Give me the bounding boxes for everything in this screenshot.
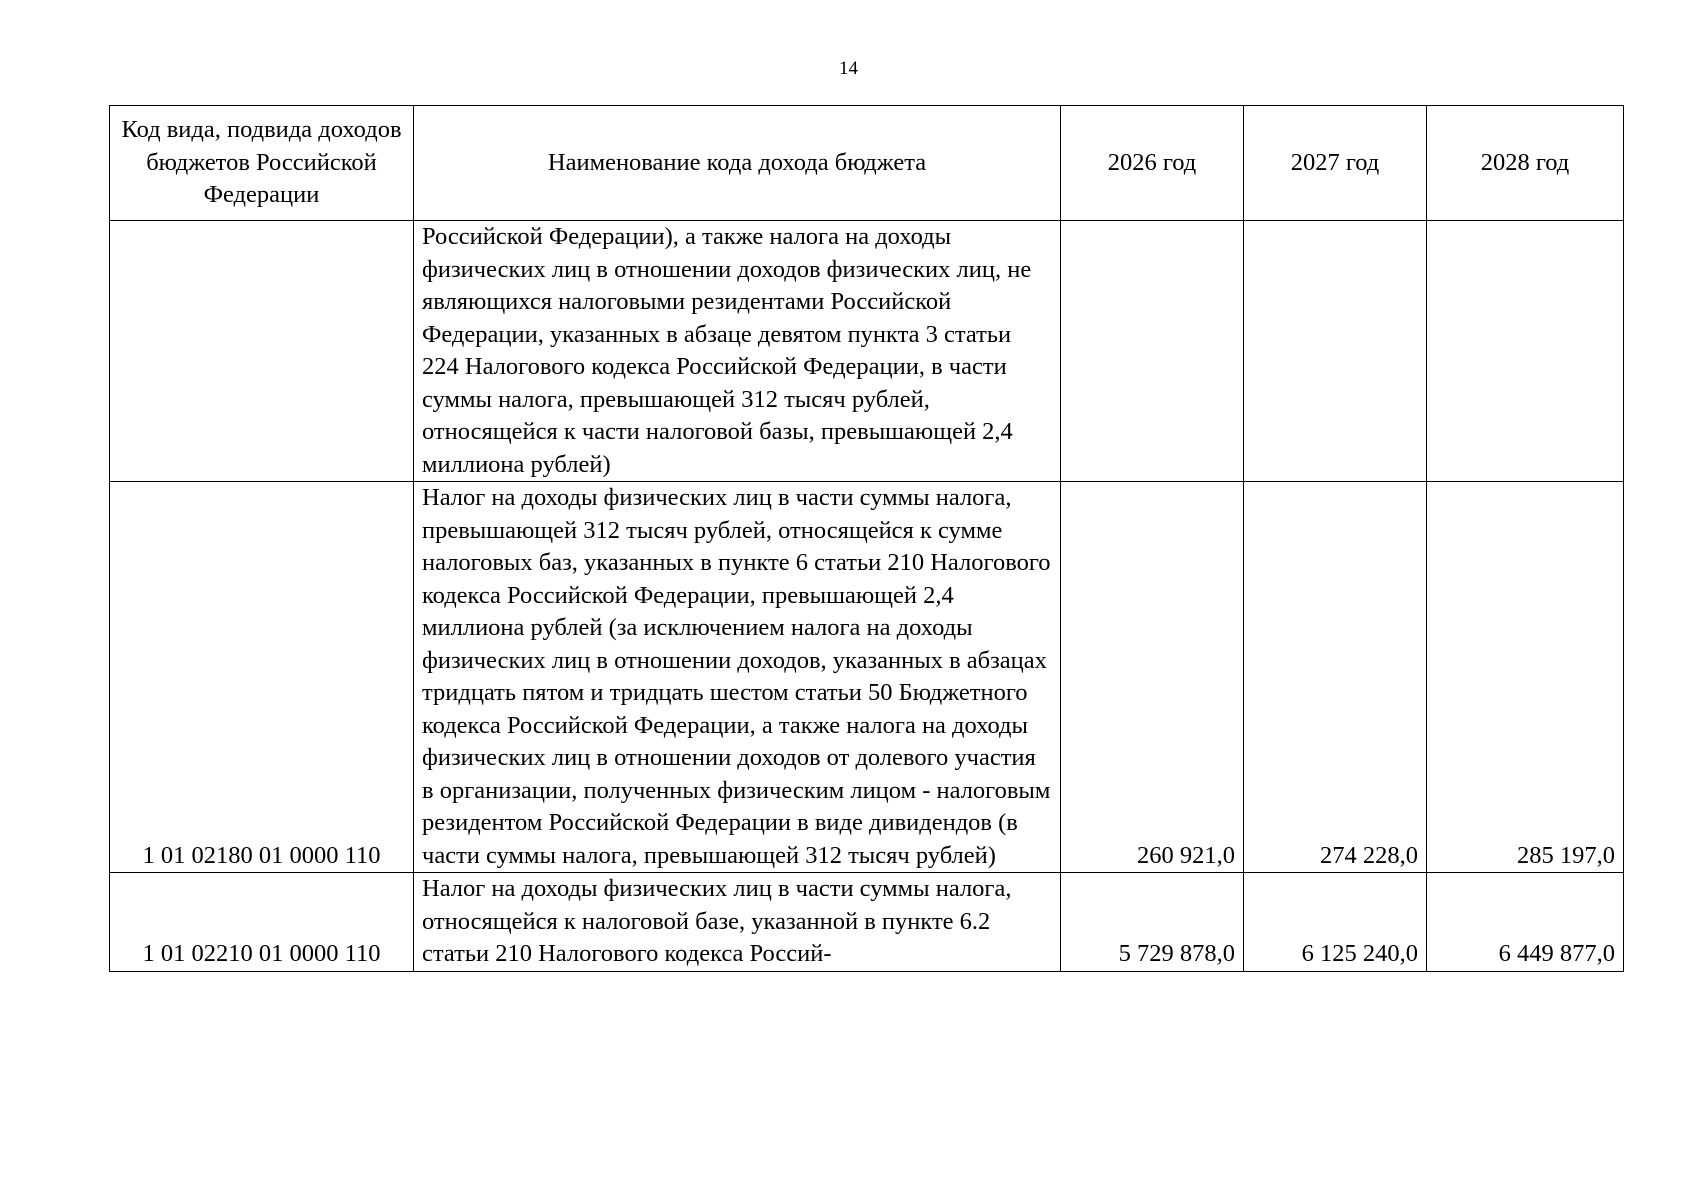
cell-2026: 260 921,0: [1061, 482, 1244, 873]
cell-2027: 274 228,0: [1244, 482, 1427, 873]
cell-name: Российской Федерации), а также налога на доходы физических лиц в отношении доходов физических лиц, не являющихся налоговыми резидентами Российской Федерации, указанных в абзаце девятом пункта 3 статьи 224 Налогового кодекса Российской Федерации, в части суммы налога, превышающей 312 тысяч рублей, относящейся к части налоговой базы, превышающей 2,4 миллиона рублей): [414, 221, 1061, 482]
cell-name: Налог на доходы физических лиц в части суммы налога, относящейся к налоговой базе, указанной в пункте 6.2 статьи 210 Налогового кодекса Россий-: [414, 873, 1061, 972]
cell-2027: [1244, 221, 1427, 482]
header-name: Наименование кода дохода бюджета: [414, 106, 1061, 221]
cell-2026: 5 729 878,0: [1061, 873, 1244, 972]
header-code: Код вида, подвида доходов бюджетов Российской Федерации: [110, 106, 414, 221]
cell-2027: 6 125 240,0: [1244, 873, 1427, 972]
cell-name: Налог на доходы физических лиц в части суммы налога, превышающей 312 тысяч рублей, относящейся к сумме налоговых баз, указанных в пункте 6 статьи 210 Налогового кодекса Российской Федерации, превышающей 2,4 миллиона рублей (за исключением налога на доходы физических лиц в отношении доходов, указанных в абзацах тридцать пятом и тридцать шестом статьи 50 Бюджетного кодекса Российской Федерации, а также налога на доходы физических лиц в отношении доходов от долевого участия в организации, полученных физическим лицом - налоговым резидентом Российской Федерации в виде дивидендов (в части суммы налога, превышающей 312 тысяч рублей): [414, 482, 1061, 873]
table-body: [110, 221, 1624, 972]
table-row: [110, 221, 1624, 482]
table-row: [110, 873, 1624, 972]
cell-code: [110, 221, 414, 482]
table-header: [110, 106, 1624, 221]
header-2028: 2028 год: [1427, 106, 1624, 221]
header-2027: 2027 год: [1244, 106, 1427, 221]
header-2026: 2026 год: [1061, 106, 1244, 221]
cell-2028: 6 449 877,0: [1427, 873, 1624, 972]
cell-2028: [1427, 221, 1624, 482]
cell-2026: [1061, 221, 1244, 482]
page-number: 14: [839, 58, 858, 79]
cell-code: 1 01 02210 01 0000 110: [110, 873, 414, 972]
cell-code: 1 01 02180 01 0000 110: [110, 482, 414, 873]
table-row: [110, 482, 1624, 873]
cell-2028: 285 197,0: [1427, 482, 1624, 873]
header-row: [110, 106, 1624, 221]
budget-revenue-table: [109, 105, 1624, 972]
